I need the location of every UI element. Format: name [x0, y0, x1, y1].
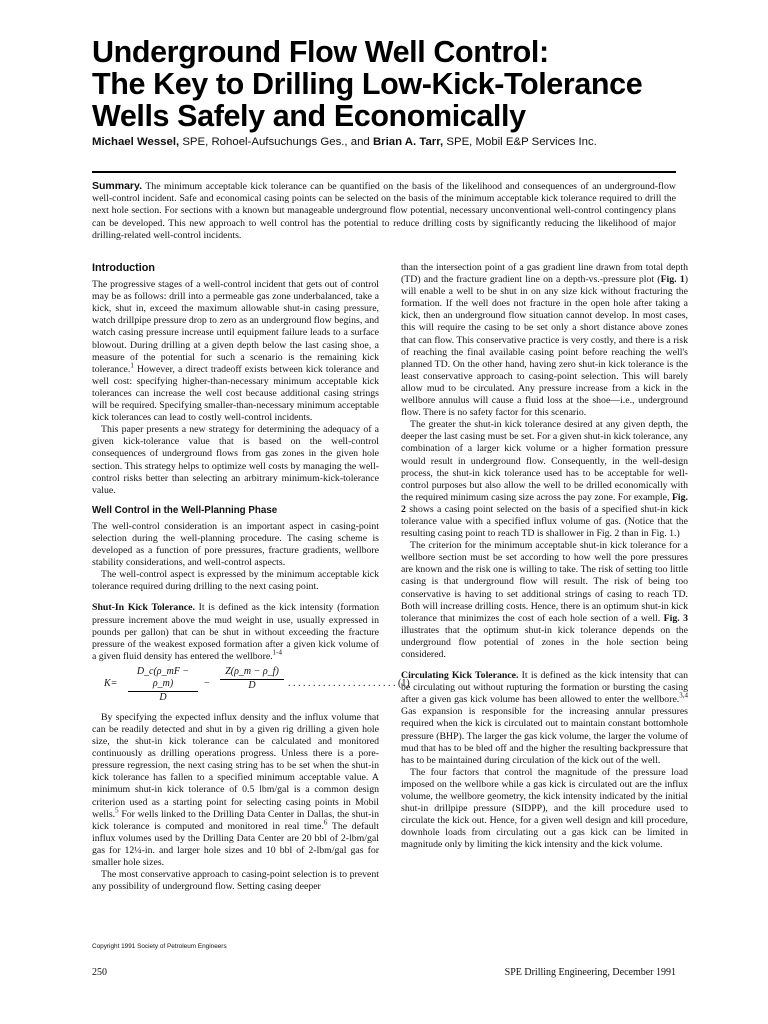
- shutin-runin-heading: Shut-In Kick Tolerance.: [92, 602, 195, 614]
- right-p1-cont: ) will enable a well to be shut in on any size kick without fracturing the formation. If the well does not fracture in the open hole after taking a kick, then an underground flow situation cannot develop. In most cases, this will require the casing to be set only a short distance above zones that can flow. This conservative practice is very costly, and there is a risk of reaching the final available casing point before reaching the well's planned TD. On the other hand, having zero shut-in kick tolerance is the least conservative approach to casing-point selection. This will barely allow mud to be circulated. Any pressure increase from a kick in the wellbore annulus will cause a fluid loss at the shoe—i.e., underground flow. There is no safety factor for this scenario.: [401, 274, 688, 419]
- equation-denominator-2: D: [248, 680, 256, 691]
- author-2-name: Brian A. Tarr,: [372, 136, 444, 148]
- ref-1-4: 1-4: [272, 648, 282, 657]
- equation-fraction-2: [220, 666, 284, 692]
- right-p2-cont: shows a casing point selected on the basis of a specified shut-in kick tolerance value with a specified influx volume of gas. (Notice that the resulting casing point to reach TD is shallower in Fig. 2 than in Fig. 1.): [401, 503, 688, 540]
- right-paragraph-3: [401, 540, 688, 661]
- intro-paragraph-2: This paper presents a new strategy for determining the adequacy of a given kick-tolerance value that is based on the well-control consequences of underground flows from gas zones in the given hole section. This strategy helps to optimize well costs by managing the well-control risks better than selecting an arbitrary minimum-kick-tolerance value.: [92, 424, 379, 496]
- summary-block: [92, 180, 676, 242]
- heading-introduction: Introduction: [92, 262, 155, 274]
- left-column: [92, 262, 410, 893]
- right-p2-text: The greater the shut-in kick tolerance desired at any given depth, the deeper the last casing must be set. For a given shut-in kick tolerance, any combination of a larger kick volume or a higher formation pressure would result in underground flow. Consequently, in the well-design process, the shut-in kick tolerance used has to be acceptable for well-control purposes but also allow the well to be drilled economically with the required minimum casing size across the pay zone. For example,: [401, 419, 688, 503]
- equation-1: [92, 665, 410, 708]
- equation-fraction-1: [128, 666, 198, 704]
- right-p3-cont: illustrates that the optimum shut-in kick tolerance depends on the underground flow potential of zones in the hole section being considered.: [401, 624, 688, 660]
- summary-rule: [92, 171, 676, 173]
- equation-number: . . . . . . . . . . . . . . . . . . . . . . (1): [288, 677, 410, 689]
- ref-5: 5: [115, 806, 119, 815]
- shutin-paragraph: [92, 602, 379, 662]
- paper-title: [92, 36, 742, 132]
- equation-denominator-1: D: [159, 692, 167, 704]
- equation-minus: −: [204, 677, 210, 689]
- fig-3-ref[interactable]: Fig. 3: [663, 612, 689, 624]
- journal-footer: SPE Drilling Engineering, December 1991: [504, 967, 676, 978]
- title-line-3: Wells Safely and Economically: [92, 99, 526, 133]
- circulating-text: It is defined as the kick intensity that can be circulating out without rupturing the formation or bursting the casing after a given gas kick volume has been allowed to enter the wellbore.: [401, 670, 688, 706]
- title-line-1: Underground Flow Well Control:: [92, 35, 549, 69]
- intro-p1-cont: However, a direct tradeoff exists between kick tolerance and well cost: specifying higher-than-necessary minimum acceptable kick tolerances can increase the well cost because additional casing strings will be required. Specifying smaller-than-necessary minimum acceptable kick tolerances can lead to costly well-control incidents.: [92, 363, 379, 424]
- fig-2-ref[interactable]: Fig. 2: [401, 491, 688, 515]
- shutin-p2-text: By specifying the expected influx density and the influx volume that can be readily detected and shut in by a given rig drilling a given hole size, the shut-in kick tolerance can be calculated and monitored continuously as drilling operations progress. Unless there is a pore-pressure regression, the next casing string has to be set when the shut-in kick tolerance has fallen to a specified minimum acceptable value. A minimum shut-in kick tolerance of 0.5 lbm/gal is a common design criterion used as a starting point for selecting casing points in Mobil wells.: [92, 711, 379, 820]
- ref-6: 6: [323, 818, 328, 827]
- shutin-p2-cont2: The default influx volumes used by the Drilling Data Center are 20 bbl of 2-lbm/gal gas for 12¼-in. and larger hole sizes and 10 bbl of 2-lbm/gal gas for smaller hole sizes.: [92, 820, 379, 869]
- intro-paragraph-1: [92, 279, 379, 424]
- right-p3-text: The criterion for the minimum acceptable shut-in kick tolerance for a wellbore section must be set according to how well the pore pressures are known and the risk one is willing to take. The risk of setting too little casing is that underground flow will result. The risk of being too conservative is having to set additional strings of casing to reach TD. Both will increase drilling costs. Hence, there is an optimum shut-in kick tolerance that minimizes the cost of each hole section of a well.: [401, 540, 688, 624]
- shutin-paragraph-3: The most conservative approach to casing-point selection is to prevent any possibility of underground flow. Setting casing deeper: [92, 869, 379, 893]
- title-line-2: The Key to Drilling Low-Kick-Tolerance: [92, 67, 643, 101]
- right-p1-text: than the intersection point of a gas gradient line drawn from total depth (TD) and the fracture gradient line on a depth-vs.-pressure plot (: [401, 262, 688, 286]
- equation-lhs: K=: [104, 677, 118, 689]
- author-line: [92, 136, 752, 148]
- ref-1: 1: [130, 361, 134, 370]
- right-column: [401, 262, 688, 852]
- equation-numerator-2: Z(ρ_m − ρ_f): [220, 666, 284, 680]
- circulating-cont: Gas expansion is responsible for the increasing annular pressures required when the kick is circulated out to maintain constant bottomhole pressure (BHP). The larger the gas kick volume, the larger the volume of mud that has to be bled off and the higher the resulting backpressure that has to be maintained during circulation of the kick out of the well.: [401, 706, 688, 766]
- right-paragraph-1: [401, 262, 688, 419]
- planning-paragraph-2: The well-control aspect is expressed by the minimum acceptable kick tolerance required during drilling to the next casing point.: [92, 569, 379, 593]
- circulating-runin-heading: Circulating Kick Tolerance.: [401, 670, 519, 682]
- equation-numerator-1: D_c(ρ_mF − ρ_m): [128, 666, 198, 692]
- shutin-text: It is defined as the kick intensity (formation pressure increment above the mud weight in use, usually expressed in pounds per gallon) that can be shut in without exceeding the fracture pressure of the weakest exposed formation after a given kick volume of a given fluid density has entered the wellbore.: [92, 602, 380, 662]
- summary-label: Summary.: [92, 180, 142, 192]
- page-number: 250: [92, 967, 107, 978]
- circulating-paragraph-2: The four factors that control the magnitude of the pressure load imposed on the wellbore while a gas kick is circulated out are the influx volume, the wellbore geometry, the kick intensity indicated by the initial shut-in drillpipe pressure (SIDPP), and the kill procedure used to circulate the kick out. Hence, for a given well design and kill procedure, downhole loads from circulating out a gas kick can be limited in magnitude only by limiting the kick intensity and the kick volume.: [401, 766, 688, 851]
- right-paragraph-2: [401, 419, 688, 540]
- intro-p1-text: The progressive stages of a well-control incident that gets out of control may be as follows: drill into a permeable gas zone underbalanced, take a kick, shut in, exceed the maximum allowable shut-in casing pressure, watch drillpipe pressure drop to zero as an underground flow begins, and watch casing pressure increase until equipment failure leads to a surface blowout. During drilling at a given depth below the last casing shoe, a measure of the potential for such a scenario is the remaining kick tolerance.: [92, 279, 379, 375]
- author-1-affiliation: SPE, Rohoel-Aufsuchungs Ges., and: [179, 136, 373, 148]
- copyright-notice: Copyright 1991 Society of Petroleum Engineers: [92, 943, 227, 950]
- planning-paragraph-1: The well-control consideration is an important aspect in casing-point selection during the well-planning procedure. The casing scheme is developed as a function of pore pressures, fracture gradients, wellbore stability considerations, and well-control aspects.: [92, 520, 379, 569]
- summary-text: The minimum acceptable kick tolerance can be quantified on the basis of the likelihood and consequences of an underground-flow well-control incident. Safe and economical casing points can be selected on the basis of the minimum acceptable kick tolerance required to drill the next hole section. For sections with a known but manageable underground flow potential, necessary unconventional well-control contingency plans can be developed. This new approach to well control has the potential to reduce drilling costs by significantly reducing the likelihood of major drilling-related well-control incidents.: [92, 181, 676, 241]
- fig-1-ref[interactable]: Fig. 1: [660, 274, 685, 286]
- shutin-paragraph-2: [92, 712, 379, 869]
- author-2-affiliation: SPE, Mobil E&P Services Inc.: [443, 136, 597, 148]
- heading-well-planning: Well Control in the Well-Planning Phase: [92, 504, 278, 516]
- circulating-paragraph: [401, 670, 688, 767]
- shutin-p2-cont: For wells linked to the Drilling Data Center in Dallas, the shut-in kick tolerance is computed and monitored in real time.: [92, 808, 379, 832]
- author-1-name: Michael Wessel,: [92, 136, 180, 148]
- ref-3-4: 3,4: [679, 692, 688, 701]
